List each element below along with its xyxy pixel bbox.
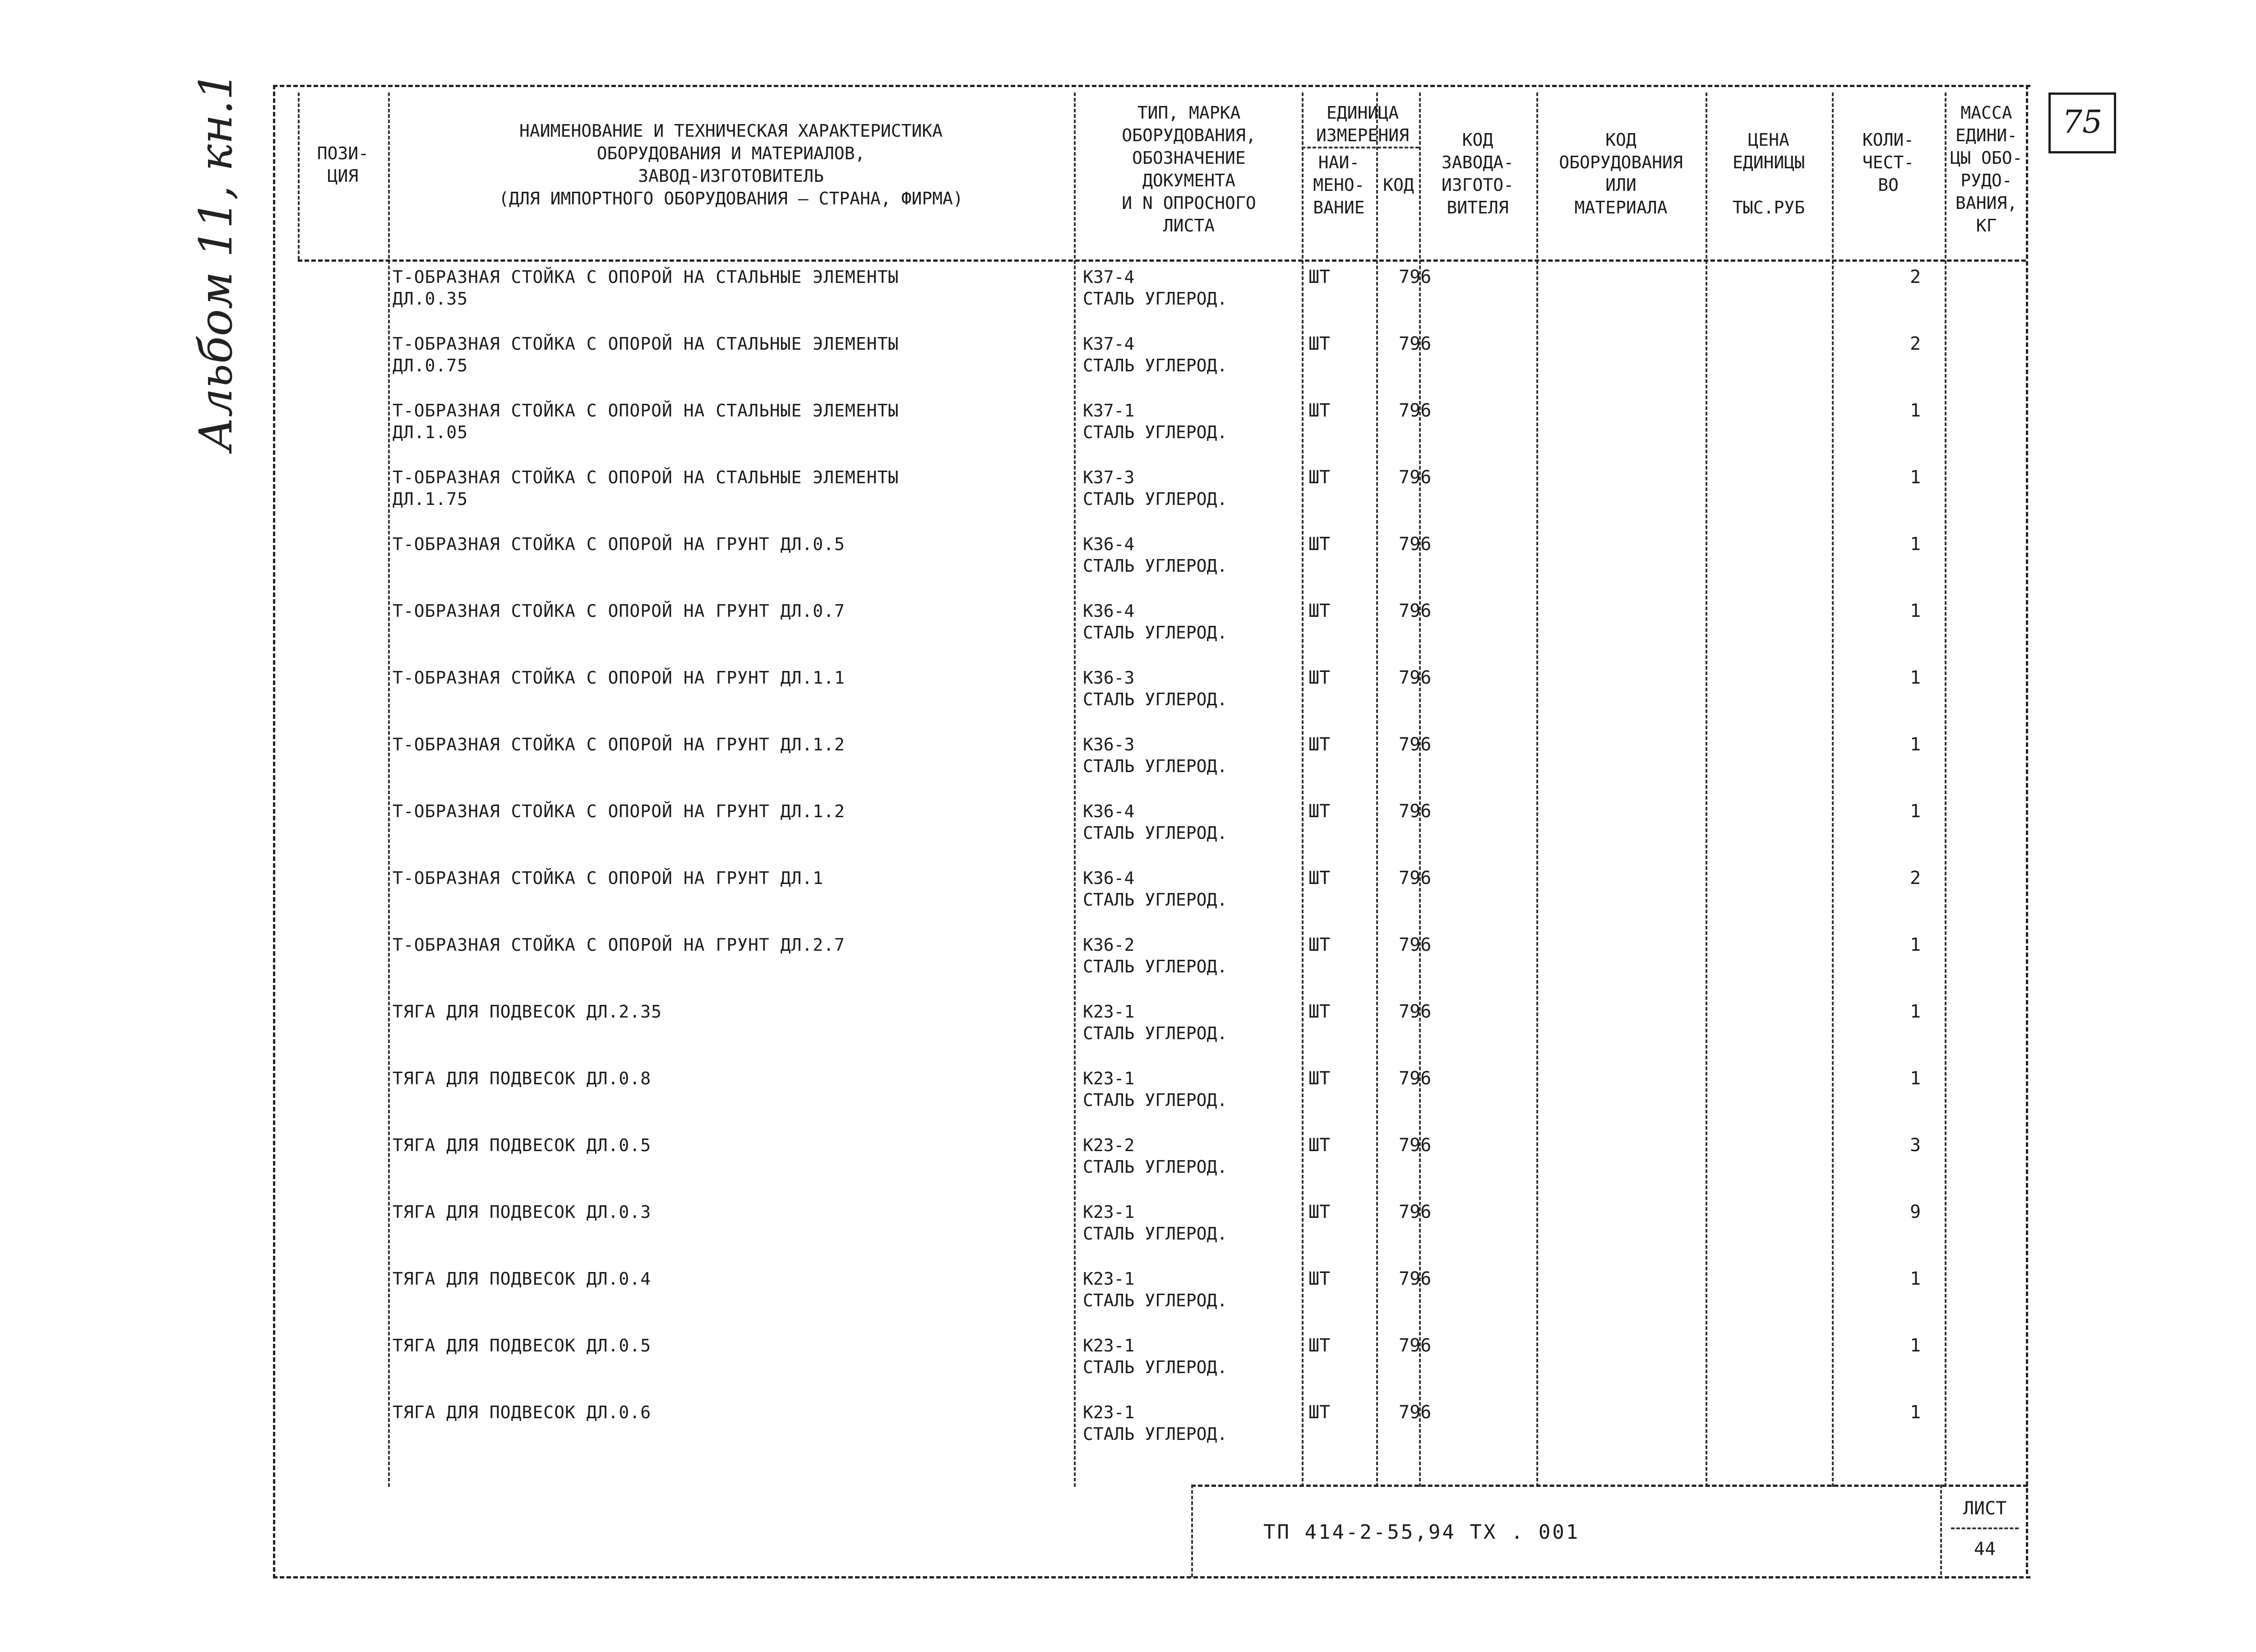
item-unit-code: 796 <box>1399 1402 1432 1423</box>
item-quantity: 1 <box>1909 400 1921 421</box>
sheet-box <box>1940 1485 2028 1575</box>
header-quantity: КОЛИ- ЧЕСТ- ВО <box>1862 130 1914 195</box>
table-row <box>298 734 2026 801</box>
album-note: Альбом 11, кн.1 <box>190 71 242 451</box>
item-unit-code: 796 <box>1399 601 1432 621</box>
item-unit-code: 796 <box>1399 1202 1432 1222</box>
sheet-separator <box>1951 1527 2019 1529</box>
item-name: ТЯГА ДЛЯ ПОДВЕСОК ДЛ.0.6 <box>393 1402 652 1422</box>
header-price: ЦЕНА ЕДИНИЦЫ ТЫС.РУБ <box>1732 130 1805 217</box>
item-unit-code: 796 <box>1399 667 1432 688</box>
item-name: ТЯГА ДЛЯ ПОДВЕСОК ДЛ.0.4 <box>393 1269 652 1289</box>
item-quantity: 1 <box>1909 667 1921 688</box>
item-quantity: 1 <box>1909 467 1921 488</box>
header-unit-group: ЕДИНИЦА ИЗМЕРЕНИЯ <box>1316 103 1409 145</box>
item-quantity: 1 <box>1909 734 1921 755</box>
header-separator <box>298 259 2026 262</box>
item-name: Т-ОБРАЗНАЯ СТОЙКА С ОПОРОЙ НА СТАЛЬНЫЕ ЭЛЕМЕНТЫ ДЛ.1.05 <box>393 401 899 442</box>
item-type: К23-1 СТАЛЬ УГЛЕРОД. <box>1083 1069 1228 1110</box>
item-name: ТЯГА ДЛЯ ПОДВЕСОК ДЛ.0.5 <box>393 1135 652 1155</box>
table-row <box>298 467 2026 533</box>
item-unit: ШТ <box>1308 534 1331 555</box>
item-unit: ШТ <box>1308 734 1331 755</box>
item-quantity: 3 <box>1909 1135 1921 1156</box>
item-unit-code: 796 <box>1399 400 1432 421</box>
item-type: К23-1 СТАЛЬ УГЛЕРОД. <box>1083 1269 1228 1310</box>
table-row <box>298 333 2026 400</box>
item-type: К36-4 СТАЛЬ УГЛЕРОД. <box>1083 601 1228 643</box>
item-unit: ШТ <box>1308 1135 1331 1156</box>
table-row <box>298 1134 2026 1201</box>
item-type: К37-3 СТАЛЬ УГЛЕРОД. <box>1083 467 1228 509</box>
table-row <box>298 1268 2026 1335</box>
drawing-frame-right <box>2026 85 2028 1574</box>
table-row <box>298 600 2026 667</box>
sheet-label: ЛИСТ <box>1963 1498 2007 1519</box>
item-unit-code: 796 <box>1399 1135 1432 1156</box>
item-unit: ШТ <box>1308 868 1331 888</box>
header-plant-code: КОД ЗАВОДА- ИЗГОТО- ВИТЕЛЯ <box>1441 130 1514 217</box>
column-divider <box>298 93 300 259</box>
table-row <box>298 1201 2026 1268</box>
item-unit: ШТ <box>1308 601 1331 621</box>
item-quantity: 2 <box>1909 868 1921 888</box>
item-unit: ШТ <box>1308 1268 1331 1289</box>
table-row <box>298 934 2026 1001</box>
item-type: К36-2 СТАЛЬ УГЛЕРОД. <box>1083 935 1228 976</box>
item-quantity: 1 <box>1909 1335 1921 1356</box>
item-quantity: 1 <box>1909 1068 1921 1089</box>
item-unit-code: 796 <box>1399 1268 1432 1289</box>
item-quantity: 1 <box>1909 935 1921 955</box>
item-name: Т-ОБРАЗНАЯ СТОЙКА С ОПОРОЙ НА ГРУНТ ДЛ.2.7 <box>393 935 845 955</box>
item-name: Т-ОБРАЗНАЯ СТОЙКА С ОПОРОЙ НА СТАЛЬНЫЕ ЭЛЕМЕНТЫ ДЛ.1.75 <box>393 467 899 509</box>
header-mass: МАССА ЕДИНИ- ЦЫ ОБО- РУДО- ВАНИЯ, КГ <box>1950 103 2023 236</box>
header-unit-name: НАИ- МЕНО- ВАНИЕ <box>1313 153 1365 217</box>
item-quantity: 1 <box>1909 801 1921 822</box>
sheet-badge: 75 <box>2048 93 2116 153</box>
item-unit-code: 796 <box>1399 1001 1432 1022</box>
item-type: К36-4 СТАЛЬ УГЛЕРОД. <box>1083 534 1228 576</box>
header-equipment-code: КОД ОБОРУДОВАНИЯ ИЛИ МАТЕРИАЛА <box>1559 130 1683 217</box>
specification-table <box>298 93 2026 1487</box>
item-unit: ШТ <box>1308 400 1331 421</box>
item-unit-code: 796 <box>1399 801 1432 822</box>
item-unit-code: 796 <box>1399 734 1432 755</box>
item-unit-code: 796 <box>1399 534 1432 555</box>
item-name: Т-ОБРАЗНАЯ СТОЙКА С ОПОРОЙ НА СТАЛЬНЫЕ ЭЛЕМЕНТЫ ДЛ.0.35 <box>393 267 899 309</box>
table-row <box>298 867 2026 934</box>
item-type: К23-1 СТАЛЬ УГЛЕРОД. <box>1083 1002 1228 1043</box>
item-quantity: 1 <box>1909 1402 1921 1423</box>
item-name: Т-ОБРАЗНАЯ СТОЙКА С ОПОРОЙ НА ГРУНТ ДЛ.0.7 <box>393 601 845 621</box>
table-row <box>298 801 2026 867</box>
item-quantity: 1 <box>1909 534 1921 555</box>
item-unit: ШТ <box>1308 1335 1331 1356</box>
item-quantity: 2 <box>1909 333 1921 354</box>
table-row <box>298 667 2026 734</box>
table-row <box>298 1001 2026 1068</box>
item-type: К23-1 СТАЛЬ УГЛЕРОД. <box>1083 1336 1228 1377</box>
item-type: К23-1 СТАЛЬ УГЛЕРОД. <box>1083 1402 1228 1444</box>
item-type: К36-3 СТАЛЬ УГЛЕРОД. <box>1083 735 1228 776</box>
item-unit: ШТ <box>1308 1402 1331 1423</box>
item-unit-code: 796 <box>1399 467 1432 488</box>
item-name: ТЯГА ДЛЯ ПОДВЕСОК ДЛ.2.35 <box>393 1002 662 1022</box>
table-row <box>298 1402 2026 1468</box>
item-unit: ШТ <box>1308 1202 1331 1222</box>
item-type: К37-4 СТАЛЬ УГЛЕРОД. <box>1083 267 1228 309</box>
item-name: ТЯГА ДЛЯ ПОДВЕСОК ДЛ.0.3 <box>393 1202 652 1222</box>
item-quantity: 1 <box>1909 1001 1921 1022</box>
item-type: К37-1 СТАЛЬ УГЛЕРОД. <box>1083 401 1228 442</box>
item-quantity: 1 <box>1909 1268 1921 1289</box>
item-type: К37-4 СТАЛЬ УГЛЕРОД. <box>1083 334 1228 375</box>
item-unit: ШТ <box>1308 267 1331 287</box>
document-code: ТП 414-2-55,94 ТХ . 001 <box>1263 1521 1580 1544</box>
item-unit-code: 796 <box>1399 333 1432 354</box>
item-unit-code: 796 <box>1399 1068 1432 1089</box>
item-name: Т-ОБРАЗНАЯ СТОЙКА С ОПОРОЙ НА ГРУНТ ДЛ.1.1 <box>393 668 845 688</box>
item-unit: ШТ <box>1308 667 1331 688</box>
table-row <box>298 266 2026 333</box>
item-unit-code: 796 <box>1399 267 1432 287</box>
item-unit: ШТ <box>1308 333 1331 354</box>
item-unit-code: 796 <box>1399 1335 1432 1356</box>
item-unit: ШТ <box>1308 935 1331 955</box>
item-quantity: 9 <box>1909 1202 1921 1222</box>
table-row <box>298 1335 2026 1402</box>
item-type: К36-4 СТАЛЬ УГЛЕРОД. <box>1083 801 1228 843</box>
item-quantity: 2 <box>1909 267 1921 287</box>
header-position: ПОЗИ- ЦИЯ <box>317 143 369 186</box>
item-name: Т-ОБРАЗНАЯ СТОЙКА С ОПОРОЙ НА ГРУНТ ДЛ.1.2 <box>393 735 845 754</box>
header-name: НАИМЕНОВАНИЕ И ТЕХНИЧЕСКАЯ ХАРАКТЕРИСТИКА ОБОРУДОВАНИЯ И МАТЕРИАЛОВ, ЗАВОД-ИЗГОТОВИТЕЛЬ (ДЛЯ ИМПОРТНОГО ОБОРУДОВАНИЯ – СТРАНА, ФИРМА) <box>499 121 963 208</box>
table-row <box>298 533 2026 600</box>
item-unit: ШТ <box>1308 801 1331 822</box>
item-unit-code: 796 <box>1399 935 1432 955</box>
item-unit-code: 796 <box>1399 868 1432 888</box>
item-name: Т-ОБРАЗНАЯ СТОЙКА С ОПОРОЙ НА СТАЛЬНЫЕ ЭЛЕМЕНТЫ ДЛ.0.75 <box>393 334 899 375</box>
item-unit: ШТ <box>1308 467 1331 488</box>
item-type: К23-2 СТАЛЬ УГЛЕРОД. <box>1083 1135 1228 1177</box>
item-type: К36-3 СТАЛЬ УГЛЕРОД. <box>1083 668 1228 709</box>
item-unit: ШТ <box>1308 1068 1331 1089</box>
item-name: Т-ОБРАЗНАЯ СТОЙКА С ОПОРОЙ НА ГРУНТ ДЛ.1.2 <box>393 801 845 821</box>
item-type: К36-4 СТАЛЬ УГЛЕРОД. <box>1083 868 1228 910</box>
table-row <box>298 400 2026 467</box>
sheet-number: 44 <box>1974 1539 1996 1559</box>
header-unit-code: КОД <box>1383 175 1414 195</box>
item-quantity: 1 <box>1909 601 1921 621</box>
item-name: Т-ОБРАЗНАЯ СТОЙКА С ОПОРОЙ НА ГРУНТ ДЛ.1 <box>393 868 824 888</box>
item-name: Т-ОБРАЗНАЯ СТОЙКА С ОПОРОЙ НА ГРУНТ ДЛ.0.5 <box>393 534 845 554</box>
item-name: ТЯГА ДЛЯ ПОДВЕСОК ДЛ.0.8 <box>393 1069 652 1088</box>
item-unit: ШТ <box>1308 1001 1331 1022</box>
item-name: ТЯГА ДЛЯ ПОДВЕСОК ДЛ.0.5 <box>393 1336 652 1356</box>
item-type: К23-1 СТАЛЬ УГЛЕРОД. <box>1083 1202 1228 1244</box>
unit-group-divider <box>1302 147 1419 148</box>
header-type: ТИП, МАРКА ОБОРУДОВАНИЯ, ОБОЗНАЧЕНИЕ ДОКУМЕНТА И N ОПРОСНОГО ЛИСТА <box>1122 103 1256 236</box>
table-row <box>298 1068 2026 1134</box>
